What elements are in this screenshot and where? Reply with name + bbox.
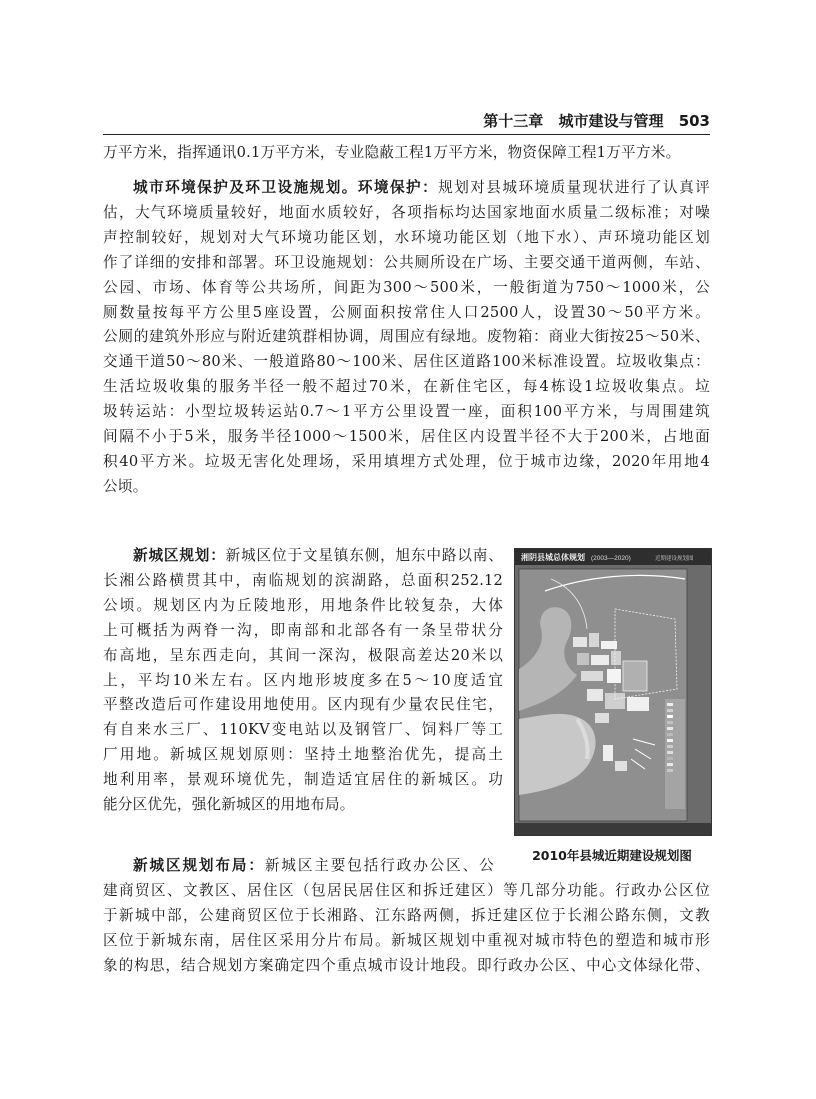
text-line: 公顷。规划区内为丘陵地形，用地条件比较复杂，大体 [103,596,503,614]
section-heading: 新城区规划布局： [133,857,265,874]
page-number: 503 [678,112,710,130]
paragraph-continuation [103,141,710,166]
text-line: 区位于新城东南，居住区采用分片布局。新城区规划中重视对城市特色的塑造和城市形 [103,931,710,949]
map-subtitle: (2003—2020) [591,555,631,562]
text-line: 声控制较好，规划对大气环境功能区划，水环境功能区划（地下水）、声环境功能区划 [103,228,710,246]
planning-map-figure [514,548,712,836]
text-line: 能分区优先，强化新城区的用地布局。 [103,796,355,814]
section-heading: 城市环境保护及环卫设施规划。 [133,179,358,196]
text-line: 长湘公路横贯其中，南临规划的滨湖路，总面积252.12 [103,571,503,589]
text-line: 间隔不小于5米，服务半径1000～1500米，居住区内设置半径不大于200米，占地面 [103,428,710,446]
text-line: 交通干道50～80米、一般道路80～100米、居住区道路100米标准设置。垃圾收集点： [103,353,710,371]
map-title: 湘阴县城总体规划 [521,553,585,562]
text-line: 圾转运站：小型垃圾转运站0.7～1平方公里设置一座，面积100平方米，与周围建筑 [103,403,710,421]
text-line: 布高地，呈东西走向，其间一深沟，极限高差达20米以 [103,646,503,664]
paragraph-environment [103,176,710,500]
text-line: 公厕的建筑外形应与附近建筑群相协调，周围应有绿地。废物箱：商业大街按25～50米、 [103,328,710,346]
paragraph-layout [103,854,710,979]
text-line: 建商贸区、文教区、居住区（包居民居住区和拆迁建区）等几部分功能。行政办公区位 [103,881,710,899]
text-line: 象的构思，结合规划方案确定四个重点城市设计地段。即行政办公区、中心文体绿化带、 [103,956,710,974]
text-line: 厂用地。新城区规划原则：坚持土地整治优先，提高土 [103,746,503,764]
text-line: 新城区规划布局：新城区主要包括行政办公区、公 [133,857,494,874]
text-line: 积40平方米。垃圾无害化处理场，采用填埋方式处理，位于城市边缘，2020年用地4 [103,452,710,470]
text-line: 于新城中部，公建商贸区位于长湘路、江东路两侧，拆迁建区位于长湘公路东侧，文教 [103,906,710,924]
subsection-heading: 环境保护： [357,179,439,196]
text-line: 生活垃圾收集的服务半径一般不超过70米，在新住宅区，每4栋设1垃圾收集点。垃 [103,378,710,396]
text-line: 上，平均10米左右。区内地形坡度多在5～10度适宜 [103,671,503,689]
text-line: 公园、市场、体育等公共场所，间距为300～500米，一般街道为750～1000米，公 [103,278,710,296]
text-line: 新城区规划：新城区位于文星镇东侧，旭东中路以南、 [133,547,503,564]
section-heading: 新城区规划： [133,547,226,564]
paragraph-new-district [103,544,503,818]
text-line: 厕数量按每平方公里5座设置，公厕面积按常住人口2500人，设置30～50平方米。 [103,303,710,321]
text-line: 平整改造后可作建设用地使用。区内现有少量农民住宅， [103,696,503,714]
chapter-title: 城市建设与管理 [558,112,664,130]
text-line: 作了详细的安排和部署。环卫设施规划：公共厕所设在广场、主要交通干道两侧，车站、 [103,253,710,271]
planning-map-image [515,549,711,835]
text-line: 地利用率，景观环境优先，制造适宜居住的新城区。功 [103,771,503,789]
text-line: 上可概括为两脊一沟，即南部和北部各有一条呈带状分 [103,621,503,639]
text-line: 公顷。 [103,477,148,495]
text-line: 城市环境保护及环卫设施规划。环境保护：规划对县城环境质量现状进行了认真评 [133,179,710,196]
figure-caption: 2010年县城近期建设规划图 [532,848,692,863]
text-line: 有自来水三厂、110KV变电站以及钢管厂、饲料厂等工 [103,721,503,739]
map-tag: 近期建设规划图 [655,556,694,562]
running-header [103,108,710,135]
text-line: 估，大气环境质量较好，地面水质较好，各项指标均达国家地面水质量二级标准；对噪 [103,203,710,221]
text-line: 万平方米，指挥通讯0.1万平方米，专业隐蔽工程1万平方米，物资保障工程1万平方米。 [103,144,681,161]
chapter-number: 第十三章 [483,112,544,130]
